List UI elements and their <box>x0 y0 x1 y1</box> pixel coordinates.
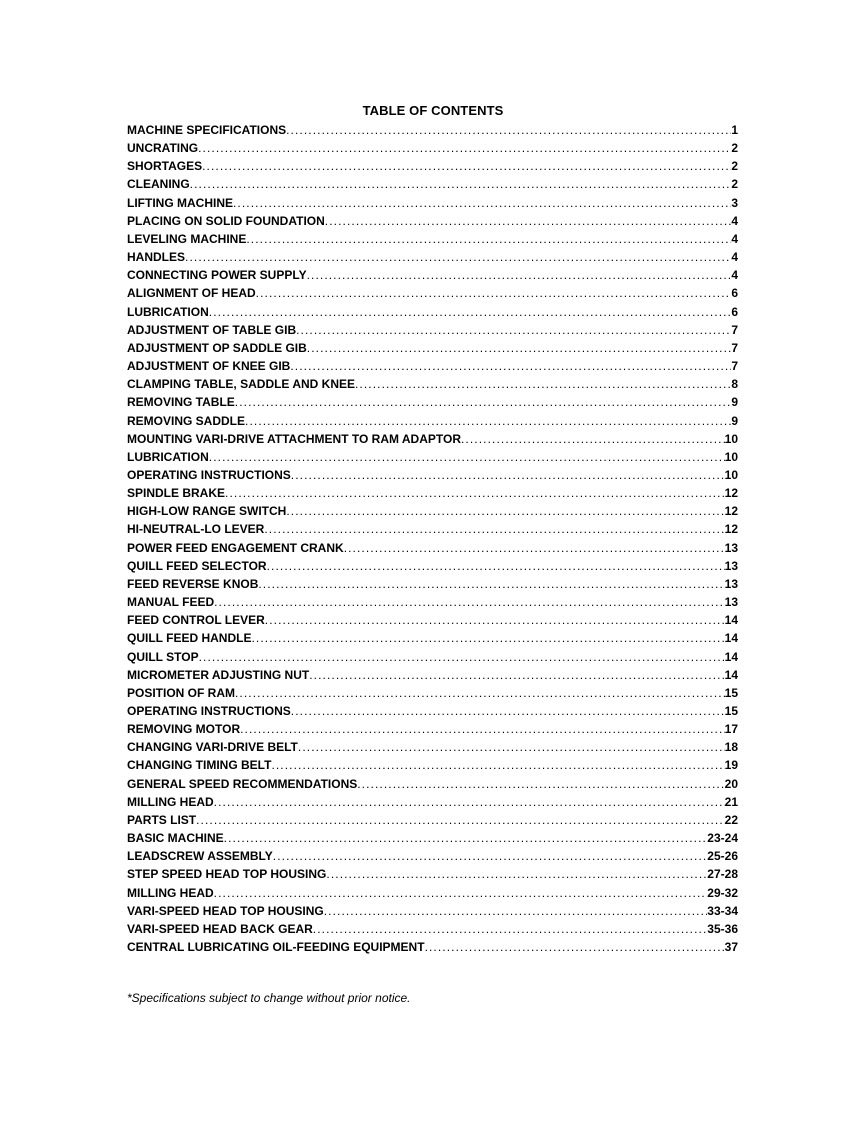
toc-entry-page: 4 <box>731 213 738 228</box>
toc-entry-label: SHORTAGES <box>127 159 203 174</box>
toc-dot-leader <box>235 393 732 411</box>
toc-dot-leader <box>245 412 731 430</box>
toc-entry-page: 6 <box>731 286 738 301</box>
toc-dot-leader <box>196 811 725 829</box>
toc-entry-page: 22 <box>724 812 738 827</box>
toc-entry-page: 35-36 <box>707 921 738 936</box>
toc-dot-leader <box>296 321 731 339</box>
toc-dot-leader <box>267 557 725 575</box>
toc-entry <box>127 720 738 738</box>
toc-dot-leader <box>344 539 725 557</box>
toc-dot-leader <box>291 466 725 484</box>
toc-entry-page: 19 <box>724 758 738 773</box>
toc-entry-label: MICROMETER ADJUSTING NUT <box>127 667 310 682</box>
toc-entry-page: 18 <box>724 740 738 755</box>
toc-entry-label: CHANGING TIMING BELT <box>127 758 272 773</box>
toc-entry-page: 10 <box>724 449 738 464</box>
toc-entry-page: 4 <box>731 268 738 283</box>
toc-entry-label: LEADSCREW ASSEMBLY <box>127 849 273 864</box>
toc-entry-label: POSITION OF RAM <box>127 685 235 700</box>
toc-entry <box>127 884 738 902</box>
toc-entry-label: BASIC MACHINE <box>127 831 224 846</box>
toc-entry <box>127 611 738 629</box>
toc-entry-page: 17 <box>724 722 738 737</box>
toc-entry <box>127 321 738 339</box>
toc-entry <box>127 175 738 193</box>
toc-entry-label: MOUNTING VARI-DRIVE ATTACHMENT TO RAM ADAPTOR <box>127 431 461 446</box>
toc-dot-leader <box>224 829 708 847</box>
toc-entry <box>127 557 738 575</box>
toc-entry-label: LUBRICATION <box>127 304 209 319</box>
toc-entry-page: 13 <box>724 576 738 591</box>
toc-dot-leader <box>198 139 731 157</box>
toc-dot-leader <box>309 666 724 684</box>
toc-entry-label: UNCRATING <box>127 141 199 156</box>
toc-entry-label: LUBRICATION <box>127 449 209 464</box>
toc-entry-label: HI-NEUTRAL-LO LEVER <box>127 522 265 537</box>
toc-entry-label: GENERAL SPEED RECOMMENDATIONS <box>127 776 358 791</box>
toc-dot-leader <box>185 248 731 266</box>
toc-entry <box>127 829 738 847</box>
toc-entry-page: 27-28 <box>707 867 738 882</box>
toc-entry-page: 10 <box>724 467 738 482</box>
toc-entry-page: 15 <box>724 685 738 700</box>
toc-entry <box>127 393 738 411</box>
toc-entry-label: LIFTING MACHINE <box>127 195 233 210</box>
toc-entry <box>127 339 738 357</box>
toc-entry-label: MACHINE SPECIFICATIONS <box>127 123 287 137</box>
toc-dot-leader <box>307 266 732 284</box>
toc-entry-page: 37 <box>724 940 738 955</box>
toc-entry-page: 15 <box>724 704 738 718</box>
toc-entry-label: LEVELING MACHINE <box>127 231 247 246</box>
toc-entry-page: 13 <box>724 595 738 610</box>
toc-dot-leader <box>233 194 731 212</box>
toc-entry <box>127 230 738 248</box>
toc-entry-label: OPERATING INSTRUCTIONS <box>127 467 291 482</box>
toc-dot-leader <box>325 212 732 230</box>
toc-entry <box>127 920 738 938</box>
toc-dot-leader <box>240 720 725 738</box>
toc-dot-leader <box>461 430 725 448</box>
toc-entry <box>127 430 738 448</box>
toc-entry-label: PARTS LIST <box>127 812 197 827</box>
toc-entry-page: 21 <box>724 794 738 809</box>
toc-dot-leader <box>202 157 731 175</box>
toc-dot-leader <box>326 865 707 883</box>
toc-entry <box>127 629 738 647</box>
toc-entry-label: POWER FEED ENGAGEMENT CRANK <box>127 540 344 555</box>
toc-dot-leader <box>214 793 725 811</box>
toc-entry-page: 6 <box>731 304 738 319</box>
toc-dot-leader <box>291 702 725 720</box>
toc-dot-leader <box>214 884 708 902</box>
toc-entry-page: 9 <box>731 395 738 410</box>
toc-entry <box>127 575 738 593</box>
toc-dot-leader <box>298 738 725 756</box>
toc-entry-page: 10 <box>724 431 738 446</box>
toc-entry-page: 14 <box>724 631 738 646</box>
toc-entry <box>127 865 738 883</box>
toc-entry-label: REMOVING MOTOR <box>127 722 241 737</box>
toc-entry-page: 12 <box>724 522 738 537</box>
toc-entry-label: REMOVING SADDLE <box>127 413 246 428</box>
toc-entry-page: 4 <box>731 231 738 246</box>
toc-entry-page: 14 <box>724 667 738 682</box>
toc-dot-leader <box>214 593 725 611</box>
toc-dot-leader <box>286 121 731 139</box>
toc-entry-label: QUILL FEED HANDLE <box>127 631 252 646</box>
toc-entry <box>127 811 738 829</box>
toc-entry-label: MANUAL FEED <box>127 595 215 610</box>
toc-dot-leader <box>324 902 708 920</box>
toc-entry <box>127 847 738 865</box>
toc-entry <box>127 284 738 302</box>
toc-entry-page: 12 <box>724 486 738 501</box>
toc-entry <box>127 502 738 520</box>
toc-entry-label: ALIGNMENT OF HEAD <box>127 286 256 301</box>
toc-entry-label: REMOVING TABLE <box>127 395 235 410</box>
toc-dot-leader <box>355 375 731 393</box>
toc-entry <box>127 756 738 774</box>
toc-entry-page: 1 <box>731 123 738 137</box>
toc-entry-label: SPINDLE BRAKE <box>127 486 226 501</box>
toc-entry <box>127 520 738 538</box>
toc-entry-page: 8 <box>731 377 738 392</box>
toc-entry <box>127 938 738 956</box>
toc-dot-leader <box>271 756 724 774</box>
toc-entry <box>127 194 738 212</box>
toc-entry-page: 13 <box>724 540 738 555</box>
toc-entry <box>127 121 738 139</box>
toc-entry <box>127 266 738 284</box>
toc-entry-page: 7 <box>731 359 738 374</box>
toc-dot-leader <box>209 448 725 466</box>
toc-entry-label: MILLING HEAD <box>127 885 214 900</box>
toc-entry-label: ADJUSTMENT OP SADDLE GIB <box>127 340 307 355</box>
toc-entry <box>127 157 738 175</box>
toc-entry-page: 23-24 <box>707 831 738 846</box>
toc-dot-leader <box>264 520 724 538</box>
toc-entry <box>127 648 738 666</box>
toc-entry-page: 13 <box>724 558 738 573</box>
toc-list <box>127 121 738 956</box>
toc-dot-leader <box>256 284 732 302</box>
toc-entry-label: HIGH-LOW RANGE SWITCH <box>127 504 287 519</box>
toc-entry-label: ADJUSTMENT OF KNEE GIB <box>127 359 291 374</box>
toc-entry-label: OPERATING INSTRUCTIONS <box>127 704 291 718</box>
footnote: *Specifications subject to change without prior notice. <box>127 991 411 1005</box>
toc-entry <box>127 902 738 920</box>
toc-entry-page: 7 <box>731 322 738 337</box>
toc-dot-leader <box>190 175 732 193</box>
toc-entry-page: 29-32 <box>707 885 738 900</box>
toc-entry-label: HANDLES <box>127 250 186 265</box>
toc-dot-leader <box>251 629 724 647</box>
page-title: TABLE OF CONTENTS <box>362 103 504 118</box>
toc-entry-label: CHANGING VARI-DRIVE BELT <box>127 740 298 755</box>
toc-entry-page: 12 <box>724 504 738 519</box>
toc-dot-leader <box>290 357 731 375</box>
toc-entry <box>127 139 738 157</box>
toc-entry-label: PLACING ON SOLID FOUNDATION <box>127 213 325 228</box>
toc-entry-page: 20 <box>724 776 738 791</box>
toc-entry <box>127 484 738 502</box>
toc-entry <box>127 684 738 702</box>
toc-entry <box>127 738 738 756</box>
toc-dot-leader <box>199 648 725 666</box>
toc-entry <box>127 412 738 430</box>
toc-entry-page: 7 <box>731 340 738 355</box>
toc-entry <box>127 303 738 321</box>
toc-entry-label: VARI-SPEED HEAD BACK GEAR <box>127 921 313 936</box>
toc-dot-leader <box>286 502 724 520</box>
toc-entry <box>127 539 738 557</box>
toc-entry-label: CLAMPING TABLE, SADDLE AND KNEE <box>127 377 355 392</box>
toc-entry <box>127 212 738 230</box>
toc-entry-label: QUILL FEED SELECTOR <box>127 558 267 573</box>
toc-entry-page: 2 <box>731 159 738 174</box>
toc-entry-page: 25-26 <box>707 849 738 864</box>
toc-dot-leader <box>425 938 725 956</box>
toc-entry-page: 9 <box>731 413 738 428</box>
toc-entry-label: CONNECTING POWER SUPPLY <box>127 268 307 283</box>
toc-entry <box>127 375 738 393</box>
toc-entry-label: MILLING HEAD <box>127 794 214 809</box>
toc-entry <box>127 357 738 375</box>
toc-dot-leader <box>235 684 725 702</box>
toc-entry-label: FEED REVERSE KNOB <box>127 576 259 591</box>
toc-entry-label: QUILL STOP <box>127 649 199 664</box>
toc-entry-page: 14 <box>724 649 738 664</box>
toc-entry-page: 3 <box>731 195 738 210</box>
toc-dot-leader <box>258 575 724 593</box>
toc-dot-leader <box>273 847 708 865</box>
toc-entry <box>127 466 738 484</box>
toc-entry-page: 2 <box>731 177 738 192</box>
toc-dot-leader <box>313 920 708 938</box>
toc-entry-page: 33-34 <box>707 903 738 918</box>
toc-dot-leader <box>209 303 732 321</box>
toc-entry-label: CENTRAL LUBRICATING OIL-FEEDING EQUIPMENT <box>127 940 425 955</box>
toc-entry <box>127 666 738 684</box>
toc-entry <box>127 593 738 611</box>
toc-entry-label: VARI-SPEED HEAD TOP HOUSING <box>127 903 324 918</box>
toc-entry <box>127 702 738 720</box>
toc-entry <box>127 775 738 793</box>
toc-entry <box>127 448 738 466</box>
toc-dot-leader <box>246 230 731 248</box>
toc-entry-page: 4 <box>731 250 738 265</box>
toc-entry-label: ADJUSTMENT OF TABLE GIB <box>127 322 297 337</box>
toc-entry <box>127 793 738 811</box>
toc-dot-leader <box>225 484 725 502</box>
toc-dot-leader <box>307 339 732 357</box>
toc-entry <box>127 248 738 266</box>
toc-dot-leader <box>357 775 724 793</box>
toc-entry-label: STEP SPEED HEAD TOP HOUSING <box>127 867 327 882</box>
toc-entry-page: 2 <box>731 141 738 156</box>
toc-entry-label: FEED CONTROL LEVER <box>127 613 265 628</box>
toc-entry-page: 14 <box>724 613 738 628</box>
toc-entry-label: CLEANING <box>127 177 190 192</box>
toc-dot-leader <box>265 611 725 629</box>
